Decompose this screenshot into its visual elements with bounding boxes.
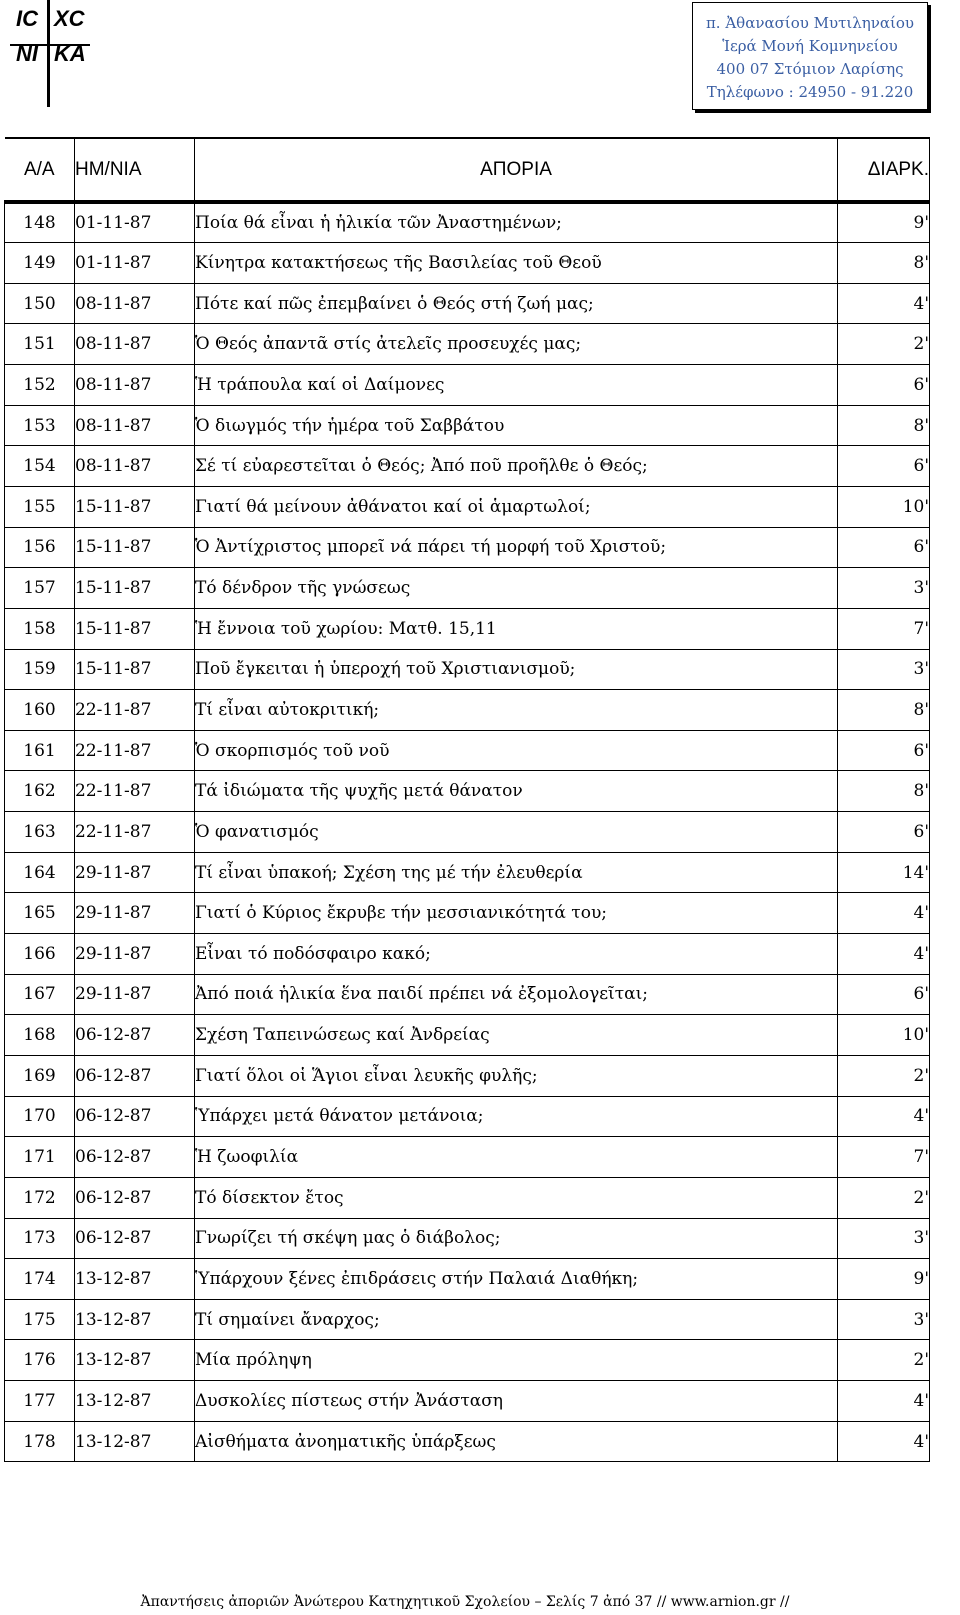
- row-duration: 9': [838, 1259, 930, 1300]
- row-number: 166: [5, 934, 75, 975]
- row-number: 151: [5, 324, 75, 365]
- row-number: 162: [5, 771, 75, 812]
- row-duration: 6': [838, 527, 930, 568]
- table-row: [5, 1177, 930, 1218]
- row-question: Τό δένδρον τῆς γνώσεως: [195, 568, 838, 609]
- table-row: [5, 202, 930, 243]
- row-number: 158: [5, 608, 75, 649]
- row-date: 06-12-87: [75, 1218, 195, 1259]
- table-row: [5, 1218, 930, 1259]
- row-duration: 2': [838, 324, 930, 365]
- row-question: Ἡ ζωοφιλία: [195, 1137, 838, 1178]
- table-row: [5, 486, 930, 527]
- row-duration: 4': [838, 1421, 930, 1462]
- table-row: [5, 1299, 930, 1340]
- header-question: ΑΠΟΡΙΑ: [195, 138, 838, 202]
- row-date: 06-12-87: [75, 1055, 195, 1096]
- row-number: 153: [5, 405, 75, 446]
- logo-ic: IC: [16, 6, 38, 31]
- row-date: 08-11-87: [75, 283, 195, 324]
- row-duration: 8': [838, 690, 930, 731]
- row-number: 171: [5, 1137, 75, 1178]
- row-duration: 10': [838, 1015, 930, 1056]
- row-duration: 8': [838, 771, 930, 812]
- row-number: 169: [5, 1055, 75, 1096]
- row-question: Γνωρίζει τή σκέψη μας ὁ διάβολος;: [195, 1218, 838, 1259]
- row-date: 08-11-87: [75, 365, 195, 406]
- row-date: 22-11-87: [75, 730, 195, 771]
- table-row: [5, 852, 930, 893]
- row-question: Δυσκολίες πίστεως στήν Ἀνάσταση: [195, 1381, 838, 1422]
- row-number: 165: [5, 893, 75, 934]
- row-number: 164: [5, 852, 75, 893]
- address-line-monastery: Ἱερά Μονή Κομνηνείου: [722, 37, 898, 55]
- row-number: 156: [5, 527, 75, 568]
- row-question: Τό δίσεκτον ἔτος: [195, 1177, 838, 1218]
- table-row: [5, 1340, 930, 1381]
- row-date: 22-11-87: [75, 690, 195, 731]
- row-number: 159: [5, 649, 75, 690]
- row-duration: 8': [838, 243, 930, 284]
- row-duration: 2': [838, 1340, 930, 1381]
- row-duration: 4': [838, 893, 930, 934]
- table-row: [5, 527, 930, 568]
- table-row: [5, 1137, 930, 1178]
- row-question: Σχέση Ταπεινώσεως καί Ἀνδρείας: [195, 1015, 838, 1056]
- row-question: Ὁ φανατισμός: [195, 812, 838, 853]
- logo-xc: XC: [54, 6, 85, 31]
- row-duration: 4': [838, 1381, 930, 1422]
- row-question: Αἰσθήματα ἀνοηματικῆς ὑπάρξεως: [195, 1421, 838, 1462]
- table-body: [5, 202, 930, 1462]
- row-number: 167: [5, 974, 75, 1015]
- table-row: [5, 893, 930, 934]
- cross-logo: [10, 0, 90, 110]
- row-date: 01-11-87: [75, 243, 195, 284]
- row-number: 154: [5, 446, 75, 487]
- row-number: 152: [5, 365, 75, 406]
- row-date: 22-11-87: [75, 812, 195, 853]
- header-num: Α/Α: [5, 138, 75, 202]
- row-duration: 6': [838, 812, 930, 853]
- table-row: [5, 730, 930, 771]
- row-number: 172: [5, 1177, 75, 1218]
- row-number: 149: [5, 243, 75, 284]
- table-row: [5, 934, 930, 975]
- row-number: 157: [5, 568, 75, 609]
- row-question: Τί εἶναι ὑπακοή; Σχέση της μέ τήν ἐλευθερία: [195, 852, 838, 893]
- table-row: [5, 1096, 930, 1137]
- table-row: [5, 1421, 930, 1462]
- row-question: Κίνητρα κατακτήσεως τῆς Βασιλείας τοῦ Θεοῦ: [195, 243, 838, 284]
- row-date: 06-12-87: [75, 1096, 195, 1137]
- row-question: Μία πρόληψη: [195, 1340, 838, 1381]
- row-duration: 6': [838, 730, 930, 771]
- address-line-postcode: 400 07 Στόμιον Λαρίσης: [716, 60, 904, 78]
- address-line-name: π. Ἀθανασίου Μυτιληναίου: [705, 14, 915, 32]
- row-question: Ὁ διωγμός τήν ἡμέρα τοῦ Σαββάτου: [195, 405, 838, 446]
- table-row: [5, 974, 930, 1015]
- table-row: [5, 243, 930, 284]
- row-date: 13-12-87: [75, 1421, 195, 1462]
- row-number: 148: [5, 202, 75, 243]
- row-duration: 8': [838, 405, 930, 446]
- table-row: [5, 1381, 930, 1422]
- row-date: 13-12-87: [75, 1299, 195, 1340]
- row-duration: 3': [838, 568, 930, 609]
- row-number: 161: [5, 730, 75, 771]
- row-question: Πότε καί πῶς ἐπεμβαίνει ὁ Θεός στή ζωή μας;: [195, 283, 838, 324]
- row-date: 15-11-87: [75, 568, 195, 609]
- table-row: [5, 324, 930, 365]
- row-duration: 10': [838, 486, 930, 527]
- page-footer: Ἀπαντήσεις ἀποριῶν Ἀνώτερου Κατηχητικοῦ Σχολείου – Σελίς 7 ἀπό 37 // www.arnion.gr //: [140, 1594, 790, 1610]
- row-date: 29-11-87: [75, 852, 195, 893]
- row-number: 160: [5, 690, 75, 731]
- row-date: 13-12-87: [75, 1340, 195, 1381]
- row-number: 173: [5, 1218, 75, 1259]
- table-row: [5, 405, 930, 446]
- table-row: [5, 812, 930, 853]
- row-question: Ὁ σκορπισμός τοῦ νοῦ: [195, 730, 838, 771]
- row-number: 155: [5, 486, 75, 527]
- row-duration: 6': [838, 365, 930, 406]
- row-question: Ποία θά εἶναι ἡ ἡλικία τῶν Ἀναστημένων;: [195, 202, 838, 243]
- row-question: Γιατί ὅλοι οἱ Ἅγιοι εἶναι λευκῆς φυλῆς;: [195, 1055, 838, 1096]
- row-question: Τί εἶναι αὐτοκριτική;: [195, 690, 838, 731]
- row-duration: 7': [838, 608, 930, 649]
- table-row: [5, 1055, 930, 1096]
- row-question: Σέ τί εὐαρεστεῖται ὁ Θεός; Ἀπό ποῦ προῆλθε ὁ Θεός;: [195, 446, 838, 487]
- row-date: 08-11-87: [75, 405, 195, 446]
- row-number: 176: [5, 1340, 75, 1381]
- row-date: 08-11-87: [75, 324, 195, 365]
- table-row: [5, 283, 930, 324]
- row-question: Τά ἰδιώματα τῆς ψυχῆς μετά θάνατον: [195, 771, 838, 812]
- table-row: [5, 608, 930, 649]
- row-date: 13-12-87: [75, 1259, 195, 1300]
- row-duration: 3': [838, 1218, 930, 1259]
- header-duration: ΔΙΑΡΚ.: [838, 138, 930, 202]
- address-line-phone: Τηλέφωνο : 24950 - 91.220: [706, 83, 914, 101]
- row-date: 29-11-87: [75, 893, 195, 934]
- table-row: [5, 771, 930, 812]
- row-date: 01-11-87: [75, 202, 195, 243]
- row-duration: 9': [838, 202, 930, 243]
- table-row: [5, 649, 930, 690]
- table-row: [5, 1259, 930, 1300]
- logo-ka: KA: [54, 41, 86, 66]
- row-question: Ποῦ ἔγκειται ἡ ὑπεροχή τοῦ Χριστιανισμοῦ;: [195, 649, 838, 690]
- row-date: 06-12-87: [75, 1015, 195, 1056]
- table-row: [5, 690, 930, 731]
- table-row: [5, 1015, 930, 1056]
- row-question: Ὁ Θεός ἀπαντᾶ στίς ἀτελεῖς προσευχές μας;: [195, 324, 838, 365]
- address-box: [692, 2, 928, 110]
- row-duration: 4': [838, 1096, 930, 1137]
- row-duration: 2': [838, 1055, 930, 1096]
- row-duration: 6': [838, 974, 930, 1015]
- row-date: 13-12-87: [75, 1381, 195, 1422]
- logo-ni: NI: [16, 41, 38, 66]
- row-question: Εἶναι τό ποδόσφαιρο κακό;: [195, 934, 838, 975]
- row-duration: 4': [838, 934, 930, 975]
- row-question: Ἀπό ποιά ἡλικία ἕνα παιδί πρέπει νά ἐξομολογεῖται;: [195, 974, 838, 1015]
- row-question: Γιατί ὁ Κύριος ἔκρυβε τήν μεσσιανικότητά του;: [195, 893, 838, 934]
- table-row: [5, 446, 930, 487]
- cross-vertical-line: [47, 0, 50, 107]
- row-question: Ὁ Ἀντίχριστος μπορεῖ νά πάρει τή μορφή τοῦ Χριστοῦ;: [195, 527, 838, 568]
- row-number: 170: [5, 1096, 75, 1137]
- row-duration: 6': [838, 446, 930, 487]
- row-question: Γιατί θά μείνουν ἀθάνατοι καί οἱ ἁμαρτωλοί;: [195, 486, 838, 527]
- row-number: 150: [5, 283, 75, 324]
- row-date: 06-12-87: [75, 1177, 195, 1218]
- row-date: 29-11-87: [75, 934, 195, 975]
- row-question: Ἡ ἔννοια τοῦ χωρίου: Ματθ. 15,11: [195, 608, 838, 649]
- row-number: 174: [5, 1259, 75, 1300]
- table-row: [5, 365, 930, 406]
- row-number: 175: [5, 1299, 75, 1340]
- row-date: 06-12-87: [75, 1137, 195, 1178]
- row-duration: 2': [838, 1177, 930, 1218]
- row-duration: 7': [838, 1137, 930, 1178]
- row-number: 163: [5, 812, 75, 853]
- row-duration: 4': [838, 283, 930, 324]
- row-number: 177: [5, 1381, 75, 1422]
- row-question: Ὑπάρχουν ξένες ἐπιδράσεις στήν Παλαιά Διαθήκη;: [195, 1259, 838, 1300]
- row-question: Ὑπάρχει μετά θάνατον μετάνοια;: [195, 1096, 838, 1137]
- header-date: ΗΜ/ΝΙΑ: [75, 138, 195, 202]
- row-date: 15-11-87: [75, 486, 195, 527]
- row-number: 168: [5, 1015, 75, 1056]
- row-date: 15-11-87: [75, 608, 195, 649]
- row-question: Ἡ τράπουλα καί οἱ Δαίμονες: [195, 365, 838, 406]
- row-question: Τί σημαίνει ἄναρχος;: [195, 1299, 838, 1340]
- table-header-row: [5, 138, 930, 202]
- row-date: 22-11-87: [75, 771, 195, 812]
- row-date: 08-11-87: [75, 446, 195, 487]
- row-duration: 3': [838, 1299, 930, 1340]
- row-date: 15-11-87: [75, 649, 195, 690]
- row-duration: 14': [838, 852, 930, 893]
- row-number: 178: [5, 1421, 75, 1462]
- row-duration: 3': [838, 649, 930, 690]
- table-row: [5, 568, 930, 609]
- row-date: 29-11-87: [75, 974, 195, 1015]
- questions-table: [4, 137, 930, 1462]
- row-date: 15-11-87: [75, 527, 195, 568]
